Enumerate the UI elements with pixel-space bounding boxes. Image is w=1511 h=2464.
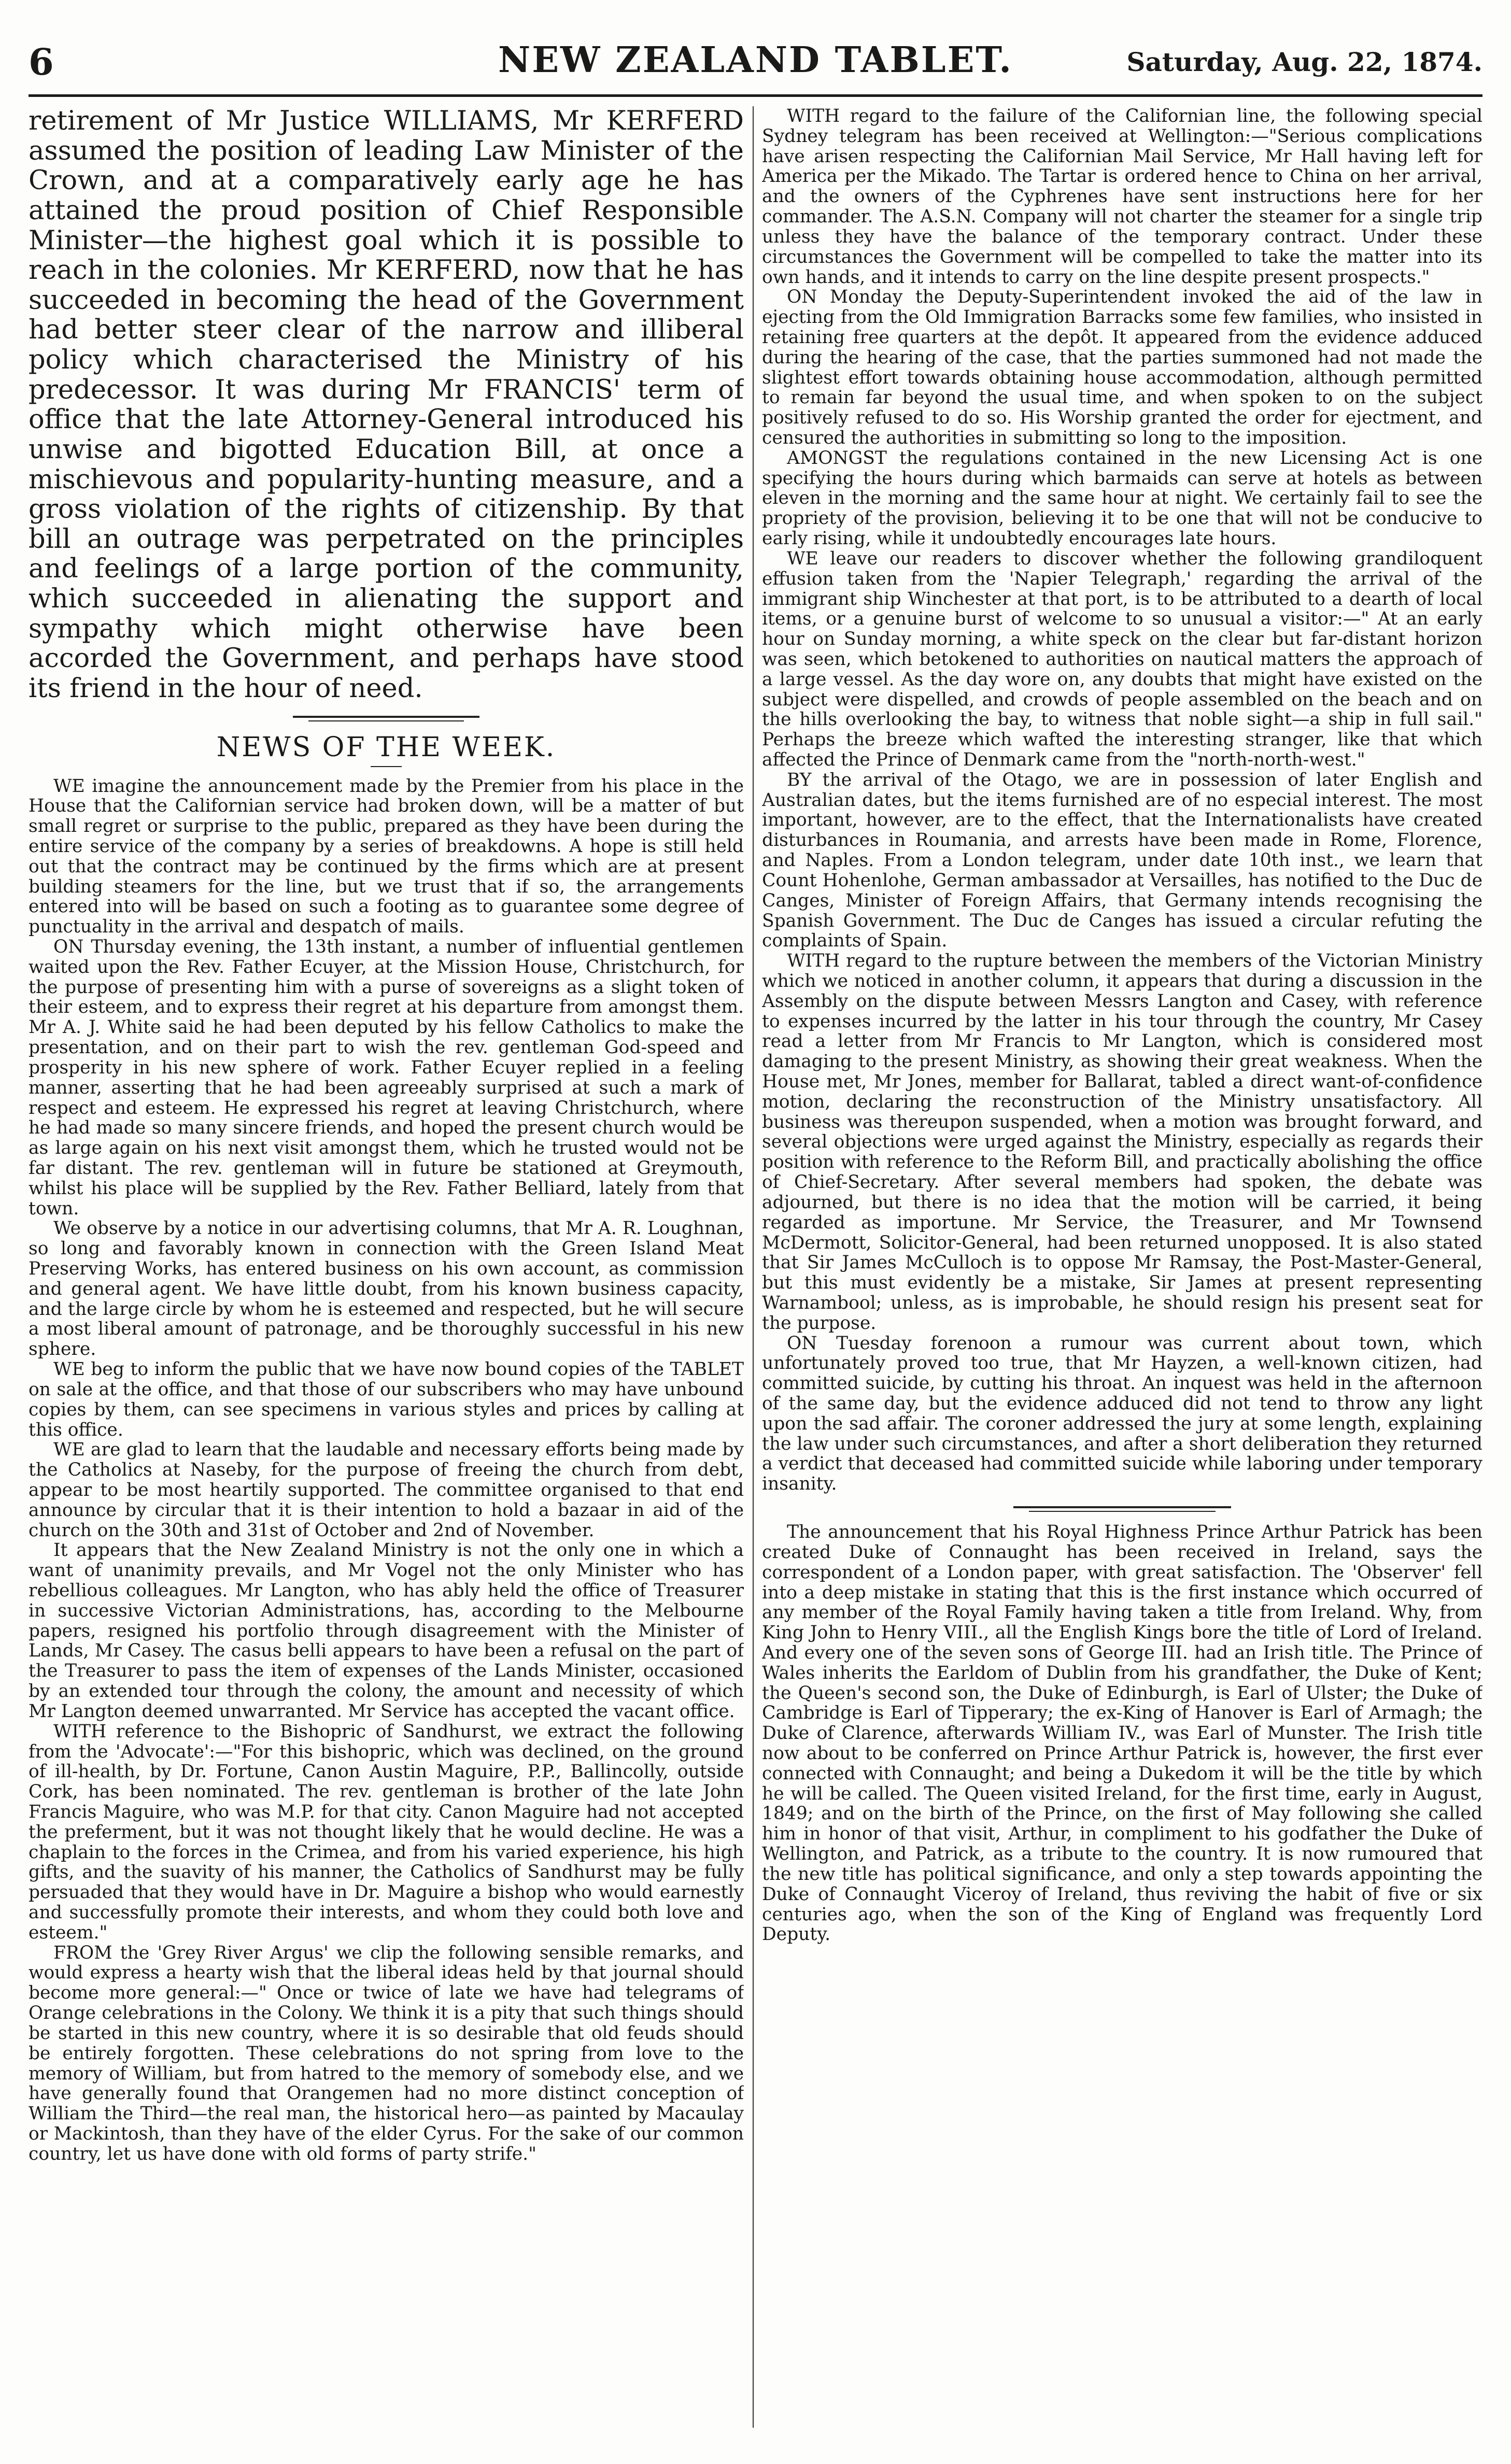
news-of-the-week-heading: NEWS OF THE WEEK. bbox=[216, 731, 556, 763]
news-item-lead: BY bbox=[787, 769, 812, 790]
newspaper-title: NEW ZEALAND TABLET. bbox=[498, 39, 1013, 81]
news-item bbox=[29, 1943, 744, 2164]
news-item bbox=[762, 770, 1482, 951]
news-item-text: regard to the failure of the Californian line, the following special Sydney telegram has been received at Wellington:—"Serious complications have arisen respecting the Californian Mail Service, Mr Hall having left for America per the Mikado. The Tartar is ordered hence to China on her arrival, and the owners of the Cyphrenes have sent instructions here for her commander. The A.S.N. Company will not charter the steamer for a single trip unless they have the balance of the temporary contract. Under these circumstances the Government will be compelled to take the matter into its own hands, and it intends to carry on the line despite present prospects." bbox=[762, 106, 1482, 288]
left-column bbox=[29, 106, 744, 2428]
news-item-lead: WITH bbox=[787, 106, 840, 126]
news-item-text: imagine the announcement made by the Premier from his place in the House that the Californian service had broken down, will be a matter of but small regret or surprise to the public, prepared as they have been during the entire service of the company by a series of breakdowns. A hope is still held out that the contract may be continued by the firms which are at present building steamers for the line, but we trust that if so, the arrangements entered into will be based on such a footing as to guarantee some degree of punctuality in the arrival and despatch of mails. bbox=[29, 775, 744, 938]
news-item-lead: WE bbox=[53, 1359, 85, 1380]
news-item-text: We observe by a notice in our advertising columns, that Mr A. R. Loughnan, so long and favorably known in connection with the Green Island Meat Preserving Works, has entered business on his own account, as commission and general agent. We have little doubt, from his known business capacity, and the large circle by whom he is esteemed and respected, but he will secure a most liberal amount of patronage, and be thoroughly successful in his new sphere. bbox=[29, 1218, 744, 1360]
news-item bbox=[762, 1334, 1482, 1495]
news-item bbox=[29, 1540, 744, 1721]
news-item bbox=[762, 287, 1482, 448]
editorial-continuation: retirement of Mr Justice WILLIAMS, Mr KERFERD assumed the position of leading Law Minister of the Crown, and at a comparatively early age he has attained the proud position of Chief Responsible Minister—the highest goal which it is possible to reach in the colonies. Mr KERFERD, now that he has succeeded in becoming the head of the Government had better steer clear of the narrow and illiberal policy which characterised the Ministry of his predecessor. It was during Mr FRANCIS' term of office that the late Attorney-General introduced his unwise and bigotted Education Bill, at once a mischievous and popularity-hunting measure, and a gross violation of the rights of citizenship. By that bill an outrage was perpetrated on the principles and feelings of a large portion of the community, which succeeded in alienating the support and sympathy which might otherwise have been accorded the Government, and perhaps have stood its friend in the hour of need. bbox=[29, 106, 744, 704]
news-item-lead: ON bbox=[787, 287, 817, 308]
heading-dash bbox=[371, 766, 402, 767]
news-item-lead: ON bbox=[787, 1333, 817, 1354]
news-item-text: Thursday evening, the 13th instant, a number of influential gentlemen waited upon the Rev. Father Ecuyer, at the Mission House, Christchurch, for the purpose of presenting him with a purse of sovereigns as a slight token of their esteem, and to express their regret at his departure from amongst them. Mr A. J. White said he had been deputed by his fellow Catholics to make the presentation, and on their part to wish the rev. gentleman God-speed and prosperity in his new sphere of work. Father Ecuyer replied in a feeling manner, asserting that he had been agreeably surprised at such a mark of respect and esteem. He expressed his regret at leaving Christchurch, where he had made so many sincere friends, and hoped the present church would be as large again on his next visit amongst them, which he trusted would not be far distant. The rev. gentleman will in future be stationed at Greymouth, whilst his place will be supplied by the Rev. Father Belliard, lately from that town. bbox=[29, 937, 744, 1219]
news-item bbox=[29, 937, 744, 1219]
news-item-text: are glad to learn that the laudable and necessary efforts being made by the Catholics at Naseby, for the purpose of freeing the church from debt, appear to be most heartily supported. The committee organised to that end announce by circular that it is their intention to hold a bazaar in aid of the church on the 30th and 31st of October and 2nd of November. bbox=[29, 1439, 744, 1541]
news-item-text: Tuesday forenoon a rumour was current about town, which unfortunately proved too true, that Mr Hayzen, a well-known citizen, had committed suicide, by cutting his throat. An inquest was held in the afternoon of the same day, but the evidence adduced did not tend to throw any light upon the sad affair. The coroner addressed the jury at some length, explaining the law under such circumstances, and after a short deliberation they returned a verdict that deceased had committed suicide while laboring under temporary insanity. bbox=[762, 1333, 1482, 1495]
issue-date: Saturday, Aug. 22, 1874. bbox=[1126, 47, 1482, 77]
news-item-text: Monday the Deputy-Superintendent invoked the aid of the law in ejecting from the Old Immigration Barracks some few families, who insisted in retaining free quarters at the depôt. It appeared from the evidence adduced during the hearing of the case, that the parties summoned had not made the slightest effort towards obtaining house accommodation, although permitted to remain far beyond the usual time, and when spoken to on the subject positively refused to do so. His Worship granted the order for ejectment, and censured the authorities in submitting so long to the imposition. bbox=[762, 287, 1482, 448]
news-item-lead: WITH bbox=[53, 1721, 107, 1742]
news-item-text: beg to inform the public that we have now bound copies of the TABLET on sale at the office, and that those of our subscribers who may have unbound copies by them, can see specimens in various styles and prices by calling at this office. bbox=[29, 1359, 744, 1440]
news-item-text: regard to the rupture between the members of the Victorian Ministry which we noticed in another column, it appears that during a discussion in the Assembly on the dispute between Messrs Langton and Casey, with reference to expenses incurred by the latter in his tour through the country, Mr Casey read a letter from Mr Francis to Mr Langton, which is considered most damaging to the present Ministry, as showing their great weakness. When the House met, Mr Jones, member for Ballarat, tabled a direct want-of-confidence motion, declaring the reconstruction of the Ministry unsatisfactory. All business was thereupon suspended, when a motion was brought forward, and several objections were urged against the Ministry, especially as regards their position with reference to the Reform Bill, and practically abolishing the office of Chief-Secretary. After several members had spoken, the debate was adjourned, but there is no idea that the motion will be carried, it being regarded as importune. Mr Service, the Treasurer, and Mr Townsend McDermott, Solicitor-General, had been returned unopposed. It is also stated that Sir James McCulloch is to oppose Mr Ramsay, the Post-Master-General, but this must evidently be a mistake, Sir James at present representing Warnambool; unless, as is improbable, he should resign his present seat for the purpose. bbox=[762, 951, 1482, 1334]
news-item bbox=[29, 1360, 744, 1440]
news-item-text: It appears that the New Zealand Ministry is not the only one in which a want of unanimity prevails, and Mr Vogel not the only Minister who has rebellious colleagues. Mr Langton, who has ably held the office of Treasurer in successive Victorian Administrations, has, according to the Melbourne papers, resigned his portfolio through disagreement with the Minister of Lands, Mr Casey. The casus belli appears to have been a refusal on the part of the Treasurer to pass the item of expenses of the Lands Minister, occasioned by an extended tour through the colony, the amount and necessity of which Mr Langton deemed unwarranted. Mr Service has accepted the vacant office. bbox=[29, 1540, 744, 1722]
news-item-lead: WE bbox=[787, 548, 818, 569]
duke-of-connaught-article: The announcement that his Royal Highness Prince Arthur Patrick has been created Duke of Connaught has been received in Ireland, says the correspondent of a London paper, with great satisfaction. The 'Observer' fell into a deep mistake in stating that this is the first instance which occurred of any member of the Royal Family having taken a title from Ireland. Why, from King John to Henry VIII., all the English Kings bore the title of Lord of Ireland. And every one of the seven sons of George III. had an Irish title. The Prince of Wales inherits the Earldom of Dublin from his grandfather, the Duke of Kent; the Queen's second son, the Duke of Edinburgh, is Earl of Ulster; the Duke of Cambridge is Earl of Tipperary; the ex-King of Hanover is Earl of Armagh; the Duke of Clarence, afterwards William IV., was Earl of Munster. The Irish title now about to be conferred on Prince Arthur Patrick is, however, the first ever connected with Connaught; and being a Dukedom it will be the title by which he will be called. The Queen visited Ireland, for the first time, early in August, 1849; and on the birth of the Prince, on the first of May following she called him in honor of that visit, Arthur, in compliment to his godfather the Duke of Wellington, and Patrick, as a tribute to the country. It is now rumoured that the new title has political significance, and only a step towards appointing the Duke of Connaught Viceroy of Ireland, thus reviving the habit of five or six centuries ago, when the son of the King of England was frequently Lord Deputy. bbox=[762, 1522, 1482, 1945]
news-item-lead: FROM bbox=[53, 1942, 112, 1963]
news-item bbox=[29, 1440, 744, 1540]
column-divider bbox=[753, 106, 754, 2428]
news-item-text: reference to the Bishopric of Sandhurst, we extract the following from the 'Advocate':—"For this bishopric, which was declined, on the ground of ill-health, by Dr. Fortune, Canon Austin Maguire, P.P., Ballincolly, outside Cork, has been nominated. The rev. gentleman is brother of the late John Francis Maguire, who was M.P. for that city. Canon Maguire had not accepted the preferment, but it was not thought likely that he would decline. He was a chaplain to the forces in the Crimea, and from his varied experience, his high gifts, and the suavity of his manner, the Catholics of Sandhurst may be fully persuaded that they would have in Dr. Maguire a bishop who would earnestly and successfully promote their interests, and whom they could both love and esteem." bbox=[29, 1721, 744, 1943]
news-item-lead: WE bbox=[53, 1439, 85, 1461]
news-item bbox=[29, 776, 744, 938]
news-item-text: the regulations contained in the new Licensing Act is one specifying the hours during which barmaids can serve at hotels as between eleven in the morning and the same hour at night. We certainly fail to see the propriety of the provision, believing it to be one that will not be conducive to early rising, while it undoubtedly encourages late hours. bbox=[762, 447, 1482, 549]
news-item bbox=[29, 1219, 744, 1360]
right-column bbox=[762, 106, 1482, 2428]
news-item bbox=[762, 448, 1482, 549]
news-item-lead: AMONGST bbox=[787, 447, 887, 469]
news-item bbox=[29, 1722, 744, 1943]
news-item-lead: WE bbox=[53, 775, 85, 797]
news-item bbox=[762, 106, 1482, 287]
news-item bbox=[762, 951, 1482, 1333]
news-item-text: the 'Grey River Argus' we clip the following sensible remarks, and would express a hearty wish that the liberal ideas held by that journal should become more general:—" Once or twice of late we have had telegrams of Orange celebrations in the Colony. We think it is a pity that such things should be started in this new country, where it is so desirable that old feuds should be entirely forgotten. These celebrations do not spring from love to the memory of William, but from hatred to the memory of somebody else, and we have generally found that Orangemen had no more distinct conception of William the Third—the real man, the historical hero—as painted by Macaulay or Mackintosh, than they have of the elder Cyrus. For the sake of our common country, let us have done with old forms of party strife." bbox=[29, 1942, 744, 2164]
section-ornament bbox=[1013, 1504, 1231, 1515]
page-number: 6 bbox=[29, 40, 54, 83]
section-ornament bbox=[293, 713, 479, 725]
news-item-lead: ON bbox=[53, 937, 84, 957]
news-item-text: the arrival of the Otago, we are in possession of later English and Australian dates, but the items furnished are of no especial interest. The most important, however, are to the effect, that the Internationalists have created disturbances in Roumania, and arrests have been made in Rome, Florence, and Naples. From a London telegram, under date 10th inst., we learn that Count Hohenlohe, German ambassador at Versailles, has notified to the Duc de Canges, Minister of Foreign Affairs, that Germany intends recognising the Spanish Government. The Duc de Canges has issued a circular refuting the complaints of Spain. bbox=[762, 769, 1482, 952]
masthead-rule bbox=[29, 94, 1482, 97]
masthead bbox=[29, 36, 1482, 93]
news-item bbox=[762, 549, 1482, 770]
news-item-lead: WITH bbox=[787, 951, 840, 972]
news-item-text: leave our readers to discover whether the following grandiloquent effusion taken from the 'Napier Telegraph,' regarding the arrival of the immigrant ship Winchester at that port, is to be attributed to a dearth of local items, or a genuine burst of welcome to so unusual a visitor:—" At an early hour on Sunday morning, a white speck on the clear but far-distant horizon was seen, which betokened to authorities on nautical matters the approach of a large vessel. As the day wore on, any doubts that might have existed on the subject were dispelled, and crowds of people assembled on the beach and on the hills overlooking the bay, to witness that noble sight—a ship in full sail." Perhaps the breeze which wafted the interesting stranger, like that which affected the Prince of Denmark came from the "north-north-west." bbox=[762, 548, 1482, 770]
